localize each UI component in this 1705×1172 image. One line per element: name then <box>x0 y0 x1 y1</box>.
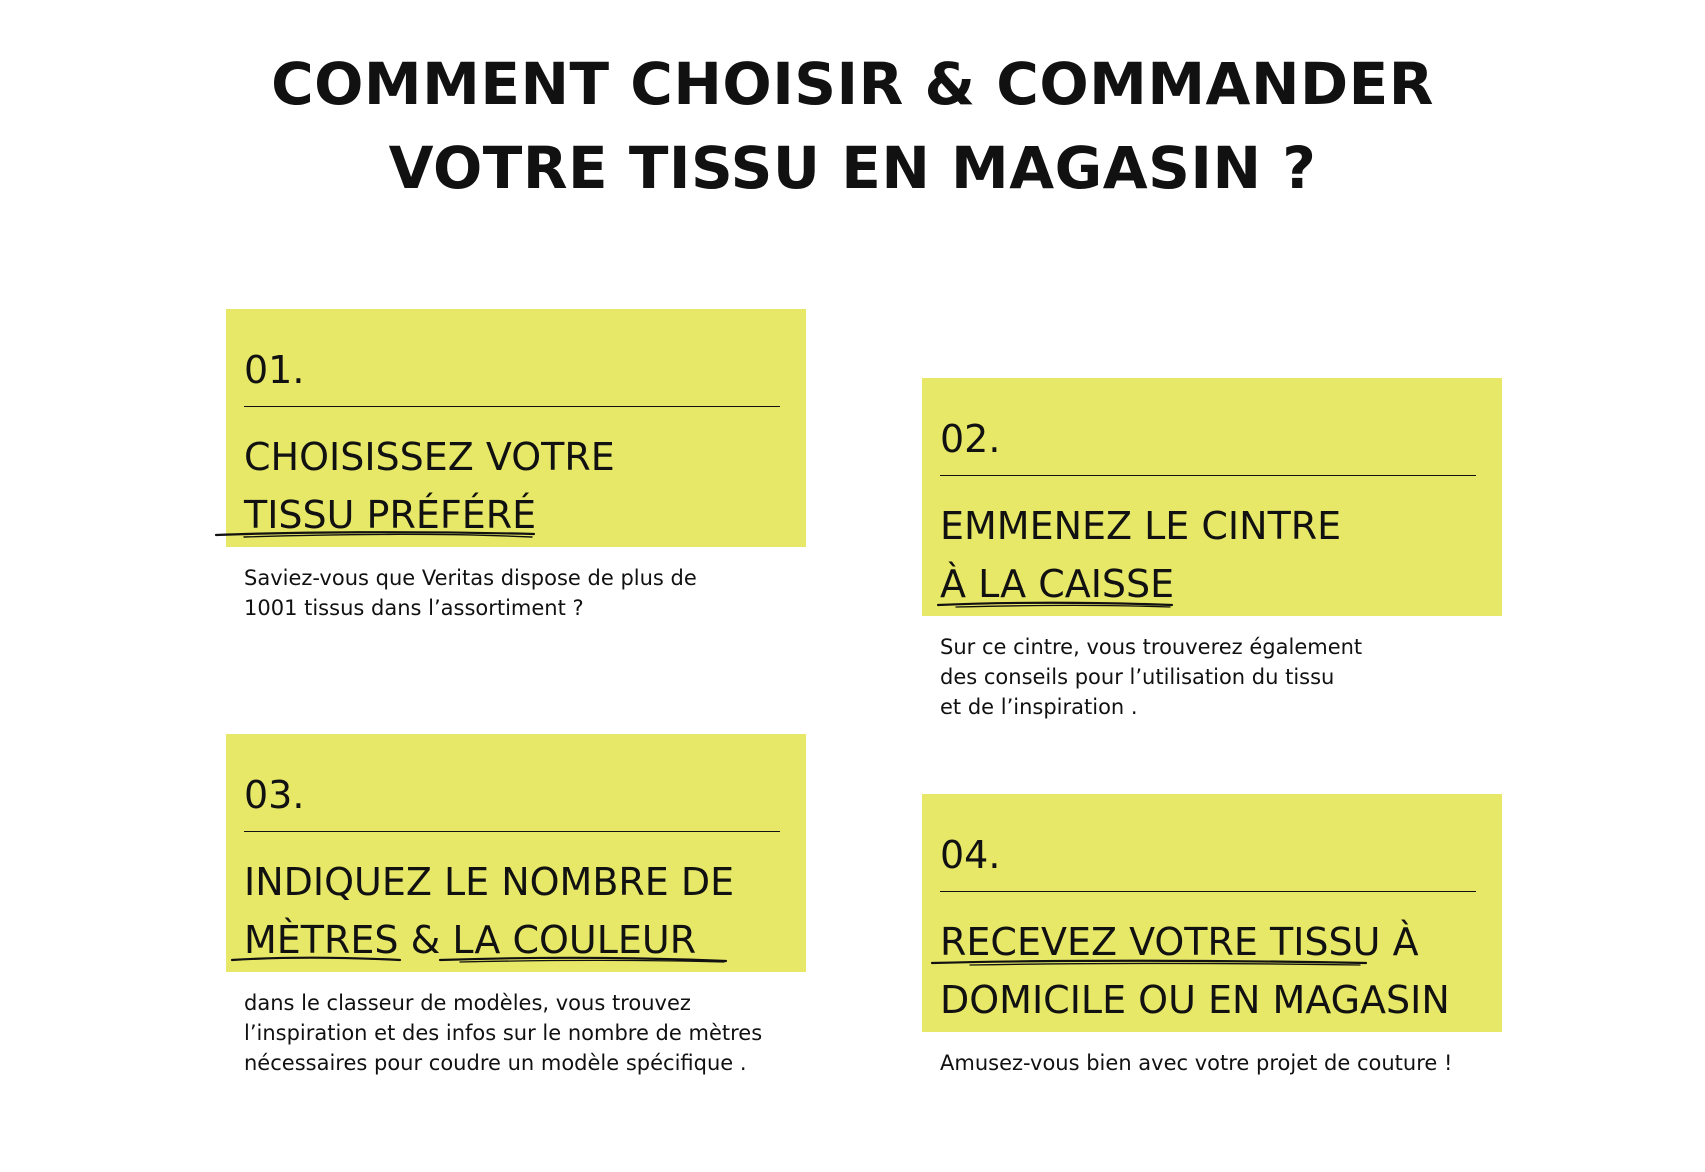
step-1 <box>226 309 806 620</box>
step-2-description-line-2: des conseils pour l’utilisation du tissu <box>940 665 1335 689</box>
step-1-description-line-1: Saviez-vous que Veritas dispose de plus de <box>244 566 697 590</box>
step-3-divider <box>244 831 780 832</box>
step-1-heading-line-2: TISSU PRÉFÉRÉ <box>244 493 537 537</box>
step-3-box <box>226 734 806 972</box>
step-2 <box>922 378 1502 719</box>
step-2-heading-line-2: À LA CAISSE <box>940 562 1175 606</box>
step-2-number: 02. <box>940 417 1001 461</box>
step-3-description-line-2: l’inspiration et des infos sur le nombre de mètres <box>244 1021 763 1045</box>
step-2-underline-scribble <box>936 598 1176 612</box>
step-1-box <box>226 309 806 547</box>
step-2-description-line-3: et de l’inspiration . <box>940 695 1138 719</box>
step-4-number: 04. <box>940 833 1001 877</box>
step-1-divider <box>244 406 780 407</box>
step-1-number: 01. <box>244 348 305 392</box>
step-4-divider <box>940 891 1476 892</box>
step-2-description-line-1: Sur ce cintre, vous trouverez également <box>940 635 1363 659</box>
step-4-box <box>922 794 1502 1032</box>
step-2-heading <box>940 497 1341 613</box>
step-4-heading-line-2: DOMICILE OU EN MAGASIN <box>940 978 1450 1022</box>
step-3-heading-line-2: MÈTRES & LA COULEUR <box>244 918 697 962</box>
step-4-description-line-1: Amusez-vous bien avec votre projet de couture ! <box>940 1051 1453 1075</box>
step-4-description <box>940 1048 1452 1078</box>
page-title-line-1: COMMENT CHOISIR & COMMANDER <box>271 50 1434 118</box>
step-3-description <box>244 988 762 1078</box>
step-1-description-line-2: 1001 tissus dans l’assortiment ? <box>244 596 584 620</box>
page-title-line-2: VOTRE TISSU EN MAGASIN ? <box>388 134 1317 202</box>
step-3-underline-scribble <box>230 952 730 968</box>
step-4-heading-line-1: RECEVEZ VOTRE TISSU À <box>940 920 1419 964</box>
step-3-description-line-1: dans le classeur de modèles, vous trouvez <box>244 991 691 1015</box>
step-3-heading-line-1: INDIQUEZ LE NOMBRE DE <box>244 860 735 904</box>
step-2-description <box>940 632 1362 722</box>
step-3-description-line-3: nécessaires pour coudre un modèle spécifique . <box>244 1051 747 1075</box>
step-2-divider <box>940 475 1476 476</box>
step-4-underline-scribble <box>930 956 1370 970</box>
page-title <box>0 42 1705 210</box>
step-3-number: 03. <box>244 773 305 817</box>
step-1-underline-scribble <box>214 527 544 543</box>
step-1-heading-line-1: CHOISISSEZ VOTRE <box>244 435 615 479</box>
step-1-description <box>244 563 697 623</box>
step-3 <box>226 734 806 1075</box>
step-2-box <box>922 378 1502 616</box>
step-4 <box>922 794 1502 1075</box>
step-2-heading-line-1: EMMENEZ LE CINTRE <box>940 504 1342 548</box>
step-4-heading <box>940 913 1450 1029</box>
